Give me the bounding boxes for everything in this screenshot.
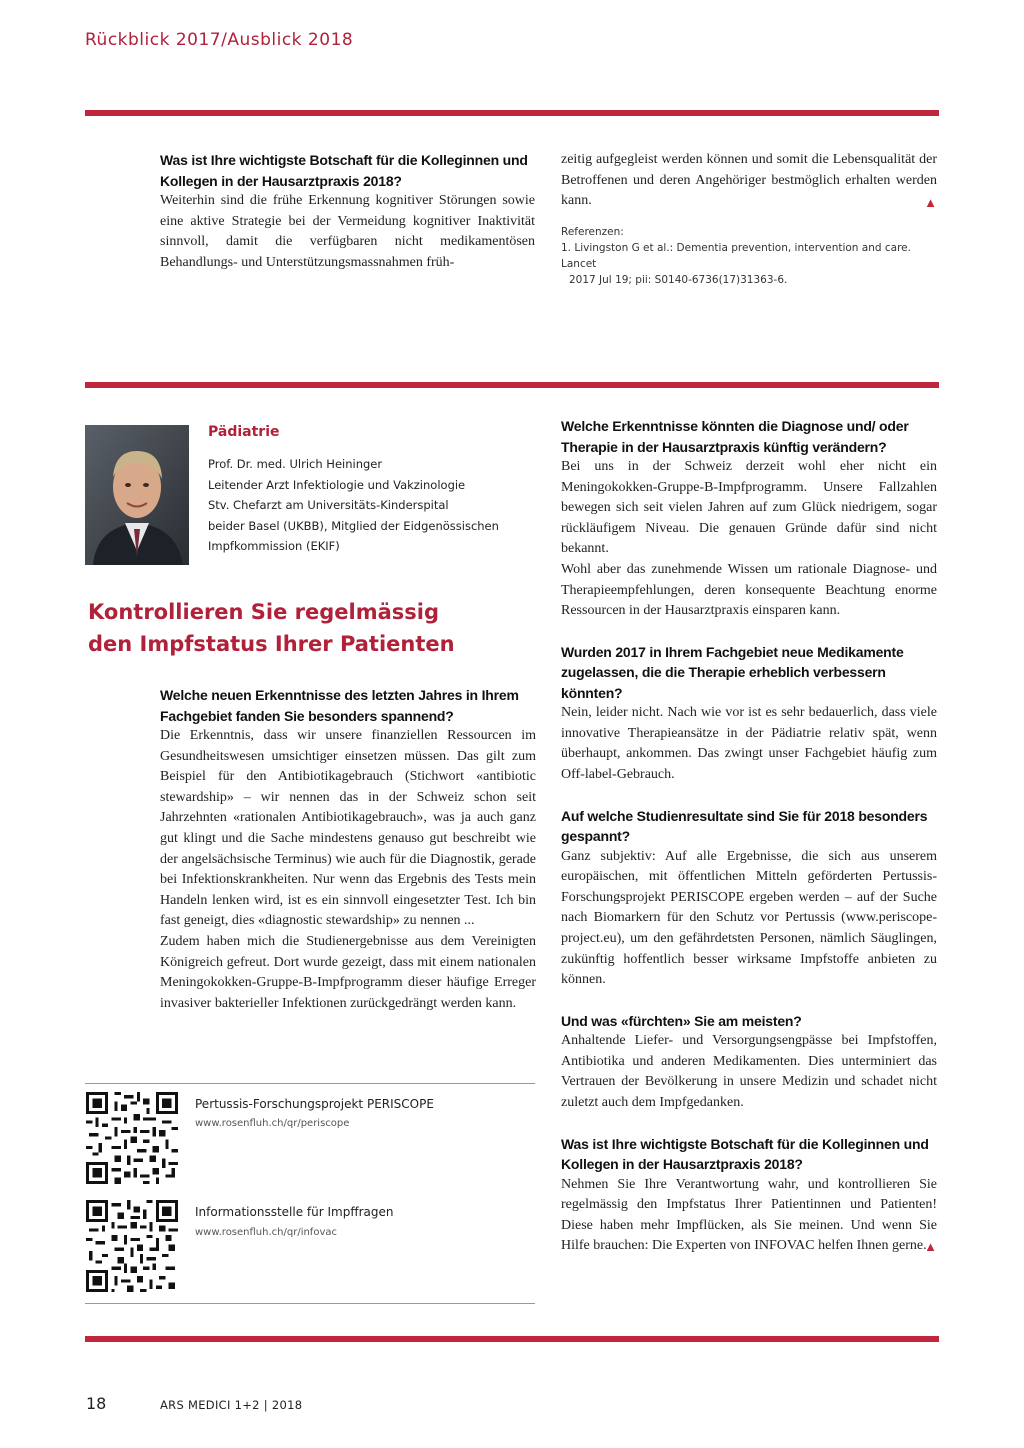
headline-line-2: den Impfstatus Ihrer Patienten — [88, 632, 455, 656]
author-line: Impfkommission (EKIF) — [208, 539, 340, 553]
portrait-icon — [85, 425, 189, 565]
qr-code-periscope[interactable] — [86, 1092, 178, 1184]
author-line: Leitender Arzt Infektiologie und Vakzinologie — [208, 477, 466, 492]
section-title: Pädiatrie — [208, 424, 280, 440]
qr-code-infovac[interactable] — [86, 1200, 178, 1292]
question-3: Wurden 2017 in Ihrem Fachgebiet neue Medikamente zugelassen, die die Therapie erheblich verbessern könnten? — [561, 643, 904, 701]
reference-1-line1: 1. Livingston G et al.: Dementia prevention, intervention and care. Lancet — [561, 241, 911, 270]
answer-1: Die Erkenntnis, dass wir unsere finanziellen Ressourcen im Gesundheitswesen umsichtiger einsetzen müssen. Das gilt zum Beispiel für den Antibiotikagebrauch (Stichwort «antibiotic stewardship» – wir nennen das in der Schweiz schon seit Jahrzehnten «rationalen Antibiotikagebrauch», was ja auch ganz gut klingt und die Sache mindestens genauso gut beschreibt wie der angelsächsische Terminus) wie auch für die Diagnostik, gerade bei Infektionskrankheiten. Nur wenn das Ergebnis des Tests mein Handeln lenken wird, ist es ein sinnvoll eingesetzter Test. Ich bin fast geneigt, dies «diagnostic stewardship» zu nennen ... — [160, 728, 536, 929]
author-info — [208, 454, 538, 557]
answer-2: Bei uns in der Schweiz derzeit wohl eher nicht ein Meningokokken-Gruppe-B-Impfprogramm. Unsere Fallzahlen bewegen sich seit vielen Jahren auf zum Glück niedrigem, sogar rückläufigem Niveau. Die genauen Gründe dafür sind nicht bekannt. — [561, 459, 937, 557]
author-line: Stv. Chefarzt am Universitäts-Kinderspital — [208, 498, 449, 512]
top-answer-left: Weiterhin sind die frühe Erkennung kognitiver Störungen sowie eine aktive Strategie bei der Vermeidung kognitiver Inaktivität sinnvoll, damit die verfügbaren nicht medikamentösen Behandlungs- und Unterstützungsmassnahmen früh- — [160, 193, 535, 270]
qr-rule-top — [85, 1083, 535, 1084]
question-2: Welche Erkenntnisse könnten die Diagnose und/ oder Therapie in der Hausarztpraxis künftig verändern? — [561, 418, 909, 455]
answer-1b: Zudem haben mich die Studienergebnisse aus dem Vereinigten Königreich gefreut. Dort wurde gezeigt, dass mit einem nationalen Meningokokken-Gruppe-B-Impfprogramm dieser häufige Erreger invasiver bakterieller Infektionen zurückgedrängt werden kann. — [160, 933, 536, 1011]
right-column — [561, 416, 937, 1257]
question-6: Was ist Ihre wichtigste Botschaft für die Kolleginnen und Kollegen in der Hausarztpraxis 2018? — [561, 1135, 929, 1173]
left-column — [160, 685, 536, 1014]
bottom-rule — [85, 1336, 939, 1342]
qr-2-url[interactable]: www.rosenfluh.ch/qr/infovac — [195, 1227, 337, 1238]
answer-2b: Wohl aber das zunehmende Wissen um rationale Diagnose- und Therapieempfehlungen, deren konsequente Beachtung enorme Ressourcen in der Hausarztpraxis einsparen kann. — [561, 561, 937, 619]
references-label: Referenzen: — [561, 225, 624, 238]
top-answer-right-wrap — [561, 150, 937, 212]
answer-6-wrap — [561, 1175, 937, 1257]
qr-code-icon — [86, 1200, 178, 1292]
running-header: Rückblick 2017/Ausblick 2018 — [85, 30, 354, 50]
top-question: Was ist Ihre wichtigste Botschaft für die Kolleginnen und Kollegen in der Hausarztpraxis 2018? — [160, 152, 528, 189]
top-rule — [85, 110, 939, 116]
section-rule — [85, 382, 939, 388]
article-headline — [88, 596, 548, 660]
question-1: Welche neuen Erkenntnisse des letzten Jahres in Ihrem Fachgebiet fanden Sie besonders spannend? — [160, 687, 519, 724]
question-5: Und was «fürchten» Sie am meisten? — [561, 1012, 802, 1029]
reference-1-line2: 2017 Jul 19; pii: S0140-6736(17)31363-6. — [569, 273, 788, 286]
top-right-column — [561, 150, 937, 288]
answer-6: Nehmen Sie Ihre Verantwortung wahr, und kontrollieren Sie regelmässig den Impfstatus Ihrer Patientinnen und Patienten! Diese haben mehr Impflücken, als Sie meinen. Und wenn Sie Hilfe brauchen: Die Experten von INFOVAC helfen Ihnen gerne. — [561, 1176, 937, 1254]
qr-1-title: Pertussis-Forschungsprojekt PERISCOPE — [195, 1097, 434, 1111]
headline-line-1: Kontrollieren Sie regelmässig — [88, 600, 440, 624]
qr-code-icon — [86, 1092, 178, 1184]
top-answer-right: zeitig aufgegleist werden können und somit die Lebensqualität der Betroffenen und deren Angehöriger bestmöglich erhalten werden kann. — [561, 152, 937, 209]
author-line: Prof. Dr. med. Ulrich Heininger — [208, 457, 383, 471]
qr-rule-bottom — [85, 1303, 535, 1304]
question-4: Auf welche Studienresultate sind Sie für 2018 besonders gespannt? — [561, 807, 928, 845]
author-photo — [85, 425, 189, 565]
answer-4: Ganz subjektiv: Auf alle Ergebnisse, die sich aus unserem europäischen, mit öffentlichen Mitteln geförderten Pertussis-Forschungsprojekt PERISCOPE ergeben werden – auf der Suche nach Biomarkern für den Schutz vor Pertussis (www.periscope-project.eu), um den gefährdetsten Personen, nämlich Säuglingen, zukünftig hoffentlich besser wirksame Impfstoffe anbieten zu können. — [561, 848, 937, 988]
qr-2-title: Informationsstelle für Impffragen — [195, 1205, 394, 1219]
end-triangle-icon: ▲ — [924, 195, 937, 210]
references — [561, 224, 937, 288]
journal-citation: ARS MEDICI 1+2 | 2018 — [160, 1398, 303, 1412]
qr-1-url[interactable]: www.rosenfluh.ch/qr/periscope — [195, 1118, 350, 1129]
author-line: beider Basel (UKBB), Mitglied der Eidgenössischen — [208, 518, 499, 533]
page-number: 18 — [86, 1394, 107, 1413]
answer-3: Nein, leider nicht. Nach wie vor ist es sehr bedauerlich, dass viele innovative Therapieansätze in der Pädiatrie relativ spät, wenn überhaupt, ankommen. Das zwingt unser Fachgebiet häufig zum Off-label-Gebrauch. — [561, 705, 937, 783]
end-triangle-icon: ▲ — [924, 1239, 937, 1255]
answer-5: Anhaltende Liefer- und Versorgungsengpässe bei Impfstoffen, Antibiotika und anderen Medikamenten. Dies unterminiert das Vertrauen der Bevölkerung in unsere Medizin und schadet nicht zuletzt auch dem Impfgedanken. — [561, 1033, 937, 1111]
top-left-column — [160, 150, 535, 273]
